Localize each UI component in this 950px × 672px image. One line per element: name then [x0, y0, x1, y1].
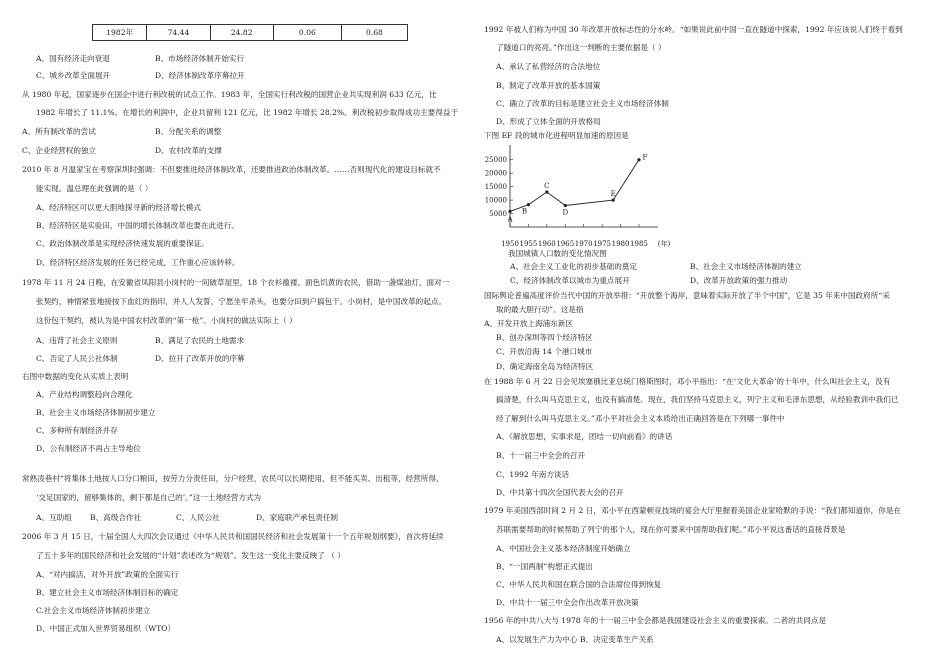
- table-cell: 1982年: [93, 25, 147, 41]
- text-line: 从 1980 年起，国家逐步在国企中进行利改税的试点工作。1983 年，全国实行利改税的国营企业共实现利润 633 亿元，比: [22, 90, 437, 99]
- text-line: 1956 年的中共八大与 1978 年的十一届三中全会都是我国建设社会主义的重要探索。二者的共同点是: [484, 616, 827, 625]
- point-label: E: [610, 190, 616, 199]
- text-line: A、“对内搞活，对外开放”政策的全面实行: [36, 570, 179, 579]
- text-line: D、中共十一届三中全会作出改革开放决策: [496, 598, 639, 607]
- text-line: 右图中数据的变化从实质上表明: [22, 372, 129, 381]
- text-line: 1979 年美国西部时间 2 月 2 日，邓小平在西蒙顿竞技场的宴会大厅里握着美国企业家哈默的手说：“我们都知道你，你是在: [484, 506, 902, 515]
- table-cell: 24.82: [210, 25, 273, 41]
- data-point: [637, 158, 640, 161]
- x-tick-label: 1970: [574, 240, 593, 248]
- data-point: [545, 190, 548, 193]
- text-line: 我国城镇人口数的变化情况图: [508, 249, 607, 258]
- text-line: 1992 年被人们称为中国 30 年改革开放标志性的分水岭。“如果说此前中国一直在隧道中探索，1992 年应该说人们终于看到: [484, 25, 903, 34]
- text-line: D、农村改革的支撑: [155, 146, 222, 155]
- text-line: C、否定了人民公社体制: [36, 354, 118, 363]
- text-line: A、中国社会主义基本经济制度开始确立: [496, 544, 631, 553]
- data-point: [612, 198, 615, 201]
- text-line: C、企业经营权的独立: [22, 146, 97, 155]
- text-line: D、拉开了改革开放的序幕: [155, 354, 245, 363]
- text-line: A、以发展生产力为中心 B、决定变革生产关系: [496, 635, 654, 644]
- text-line: 国际舆论普遍高度评价当代中国的开放举措：“开放整个海岸，意味着实际开放了半个中国”，它是 35 年来中国政府所“采: [484, 291, 890, 300]
- x-tick-label: 1985: [630, 240, 648, 248]
- text-line: A、经济特区可以更大胆地探寻新的经济增长模式: [36, 203, 201, 212]
- text-line: 这份包干契约，被认为是中国农村改革的“第一枪”。小岗村的做法实际上（ ）: [36, 316, 297, 325]
- text-line: A、所有制改革的尝试: [22, 127, 96, 136]
- text-line: 了五十多年的国民经济和社会发展的“计划”表述改为“规划”。发生这一变化主要反映了 （ ）: [36, 551, 345, 560]
- x-axis-label: (年): [657, 240, 671, 248]
- text-line: 1978 年 11 月 24 日晚，在安徽省凤阳县小岗村的一间破草屋里，18 个衣衫褴褛、面色饥黄的农民，借助一盏煤油灯，面对一: [22, 278, 450, 287]
- point-label: B: [521, 207, 527, 216]
- text-line: D、中国正式加入世界贸易组织（WTO）: [36, 624, 176, 633]
- text-line: 了隧道口的亮亮。”作出这一判断的主要依据是（ ）: [496, 43, 666, 52]
- text-line: D、形成了立体全面的开放格局: [496, 117, 601, 126]
- text-line: C、开放沿海 14 个港口城市: [496, 347, 593, 356]
- text-line: 常熟凌巷村“将集体土地按人口分口粮田，按劳力分责任田，分户经营，农民可以长期使用，但不能买卖、出租等，经营所得，: [22, 474, 444, 483]
- table-cell: 74.44: [147, 25, 210, 41]
- text-line: C、政治体制改革是实现经济快速发展的重要保证。: [36, 239, 209, 248]
- text-line: 苏联需要帮助的时候帮助了列宁的那个人，现在你可要来中国帮助我们呢。”邓小平说这番话的直接背景是: [496, 525, 846, 534]
- urban-population-chart: [482, 145, 672, 251]
- text-line: D、中共第十四次全国代表大会的召开: [496, 488, 624, 497]
- point-label: C: [544, 182, 550, 191]
- text-line: B、十一届三中全会的召开: [496, 451, 586, 460]
- text-line: A、国有经济走向衰退: [36, 54, 110, 63]
- text-line: A、开发开放上海浦东新区: [484, 319, 574, 328]
- text-line: C、1992 年南方谈话: [496, 470, 570, 479]
- text-line: B、社会主义市场经济体制初步建立: [36, 408, 156, 417]
- text-line: A、产业结构调整趋向合理化: [36, 390, 133, 399]
- x-tick-label: 1965: [556, 240, 575, 248]
- text-line: 能实现。温总理在此强调的是（ ）: [36, 184, 153, 193]
- text-line: C、中华人民共和国在联合国的合法席位得到恢复: [496, 580, 662, 589]
- point-label: D: [562, 208, 569, 217]
- text-line: 取的最大胆行动”。这是指: [496, 305, 584, 314]
- text-line: C、经济体制改革以城市为重点展开: [510, 276, 630, 285]
- table-cell: 0.06: [273, 25, 341, 41]
- text-line: C.社会主义市场经济体制初步建立: [36, 606, 151, 615]
- y-tick-label: 15000: [484, 183, 507, 192]
- data-point: [564, 204, 567, 207]
- text-line: 1982 年增长了 11.1%。在增长的利润中，企业共留利 121 亿元，比 1982 年增长 28.2%。利改税初步取得成功主要得益于: [36, 108, 459, 117]
- text-line: C、确立了改革的目标是建立社会主义市场经济体制: [496, 99, 669, 108]
- x-tick-label: 1960: [537, 240, 556, 248]
- text-line: D、改革开放政策的强力推动: [690, 276, 788, 285]
- text-line: B、创办深圳等四个经济特区: [496, 333, 593, 342]
- text-line: B、分配关系的调整: [155, 127, 222, 136]
- text-line: 张契约，神情紧张地接按下血红的指印，并人人发誓，宁愿坐牢杀头，也要分田到户搞包干。小岗村，是中国改革的起点。: [36, 297, 447, 306]
- text-line: 2006 年 3 月 15 日，十届全国人大四次会议通过《中华人民共和国国民经济和社会发展第十一个五年规划纲要》，首次将延续: [22, 532, 444, 541]
- data-point: [508, 210, 511, 213]
- y-tick-label: 10000: [484, 196, 507, 205]
- text-line: B、满足了农民的土地需求: [155, 336, 245, 345]
- text-line: B、制定了改革开放的基本国策: [496, 81, 601, 90]
- text-line: A、互助组: [36, 513, 72, 522]
- text-line: B、市场经济体制开始实行: [155, 54, 245, 63]
- text-line: D、家庭联产承包责任制: [256, 513, 339, 522]
- y-tick-label: 25000: [484, 156, 507, 165]
- data-point: [527, 203, 530, 206]
- text-line: A、违背了社会主义原则: [36, 336, 118, 345]
- text-line: D、经济体制改革序幕拉开: [155, 71, 245, 80]
- text-line: ‘交足国家的，留够集体的，剩下都是自己的’。”这一土地经营方式为: [36, 493, 262, 502]
- text-line: A、社会主义工业化的初步基础的奠定: [510, 262, 637, 271]
- text-line: B、社会主义市场经济体制的建立: [690, 262, 802, 271]
- x-tick-label: 1975: [593, 240, 612, 248]
- text-line: D、经济特区经济发展的任务已经完成，工作重心应该转移。: [36, 258, 240, 267]
- text-line: D、公有制经济不再占主导地位: [36, 444, 141, 453]
- y-tick-label: 5000: [489, 210, 507, 219]
- text-line: 2010 年 8 月温家宝在考察深圳时强调：不但要推进经济体制改革，还要推进政治体制改革。……否则现代化的建设目标就不: [22, 165, 441, 174]
- x-tick-label: 1955: [519, 240, 538, 248]
- data-table: [92, 24, 408, 41]
- text-line: B、建立社会主义市场经济体制目标的确定: [36, 588, 179, 597]
- text-line: D、确定海南全岛为经济特区: [496, 362, 594, 371]
- table-cell: 0.68: [341, 25, 407, 41]
- text-line: 下图 EF 段的城市化进程明显加速的原因是: [484, 131, 629, 140]
- x-tick-label: 1950: [501, 240, 519, 248]
- table-row: [93, 25, 408, 41]
- point-label: A: [507, 215, 513, 224]
- y-tick-label: 20000: [484, 169, 507, 178]
- text-line: C、城乡改革全面展开: [36, 71, 111, 80]
- text-line: A、承认了私营经济的合法地位: [496, 62, 601, 71]
- text-line: B、经济特区是实验田，中国的增长体制改革也要在此进行。: [36, 221, 240, 230]
- x-tick-label: 1980: [611, 240, 630, 248]
- text-line: C、多种所有制经济并存: [36, 426, 118, 435]
- text-line: 搞清楚，什么叫马克思主义，也没有搞清楚。现在，我们坚持马克思主义，列宁主义和毛泽东思想，从经验教训中我们已: [496, 395, 899, 404]
- text-line: A、《解放思想，实事求是，团结一切向前看》的讲话: [496, 432, 673, 441]
- text-line: 经了解到什么叫马克思主义。”邓小平对社会主义本质给出正确回答是在下列哪一事件中: [496, 414, 785, 423]
- text-line: C、人民公社: [176, 513, 220, 522]
- text-line: 在 1988 年 6 月 22 日会见埃塞俄比亚总统门格斯图时，邓小平指出：“在‘文化大革命’的十年中，什么叫社会主义，没有: [484, 377, 891, 386]
- text-line: B、高级合作社: [90, 513, 142, 522]
- text-line: B、“一国两制”构想正式提出: [496, 562, 593, 571]
- point-label: F: [642, 153, 648, 162]
